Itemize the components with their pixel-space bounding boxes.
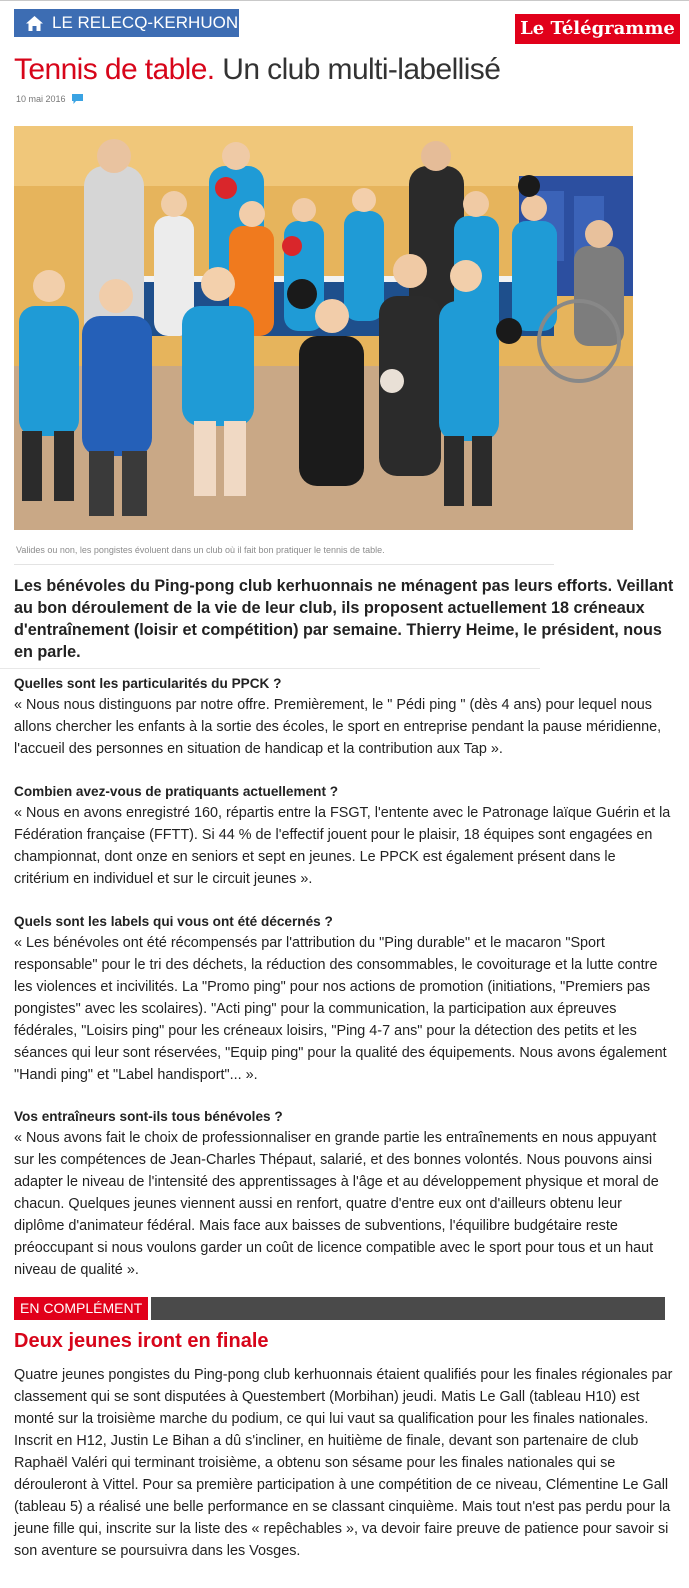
qa-answer: « Les bénévoles ont été récompensés par l'attribution du "Ping durable" et le macaron "Sport responsable" pour le tri des déchets, la réduction des consommables, le covoiturage et la lutte contre les violences et incivilités. La "Promo ping" pour nos actions de promotion (initiations, "Premiers pas pongistes" avec les scolaires). "Acti ping" pour la communication, la participation aux épreuves fédérales, "Loisirs ping" pour les créneaux loisirs, "Ping 4-7 ans" pour la détection des petits et les séances qui leur sont réservées, "Equip ping" pour la qualité des équipements. Nous avons également "Handi ping" et "Label handisport"... ». [14, 935, 667, 1083]
lead-divider [0, 668, 540, 669]
qa-block-2 [14, 782, 674, 890]
complement-body: Quatre jeunes pongistes du Ping-pong club kerhuonnais étaient qualifiés pour les finales régionales par classement qui se sont disputées à Questembert (Morbihan) jeudi. Matis Le Gall (tableau H10) est monté sur la troisième marche du podium, ce qui lui vaut sa qualification pour les finales nationales. Inscrit en H12, Justin Le Bihan a dû s'incliner, en huitième de finale, devant son partenaire de club Raphaël Valéri qui terminant troisième, a obtenu son sésame pour les finales nationales qui se dérouleront à Vittel. Pour sa première participation à une compétition de ce niveau, Clémentine Le Gall (tableau 5) a réalisé une belle performance en se classant cinquième. Mais tout n'est pas perdu pour la jeune fille qui, inscrite sur la liste des « repêchables », va devoir faire preuve de patience pour savoir si son aventure se poursuivra dans les Vosges. [14, 1367, 673, 1559]
complement-bar-fill [151, 1297, 665, 1320]
qa-block-1 [14, 674, 674, 760]
complement-bar [14, 1297, 665, 1320]
caption-divider [14, 564, 554, 565]
qa-question: Combien avez-vous de pratiquants actuellement ? [14, 784, 339, 799]
article-meta [16, 94, 83, 104]
location-link[interactable] [14, 9, 239, 37]
article-lead: Les bénévoles du Ping-pong club kerhuonnais ne ménagent pas leurs efforts. Veillant au bon déroulement de la vie de leur club, ils proposent actuellement 18 créneaux d'entraînement (loisir et compétition) par semaine. Thierry Heime, le président, nous en parle. [14, 577, 674, 661]
publish-date: 10 mai 2016 [16, 94, 66, 104]
top-border [0, 0, 689, 6]
headline-title: Un club multi-labellisé [222, 53, 501, 86]
qa-block-4 [14, 1107, 674, 1281]
headline-kicker: Tennis de table. [14, 53, 215, 86]
article-photo [14, 126, 633, 530]
qa-question: Quelles sont les particularités du PPCK ? [14, 676, 282, 691]
qa-answer: « Nous nous distinguons par notre offre. Premièrement, le " Pédi ping " (dès 4 ans) pour lequel nous allons chercher les enfants à la sortie des écoles, le sport en entreprise pendant la pause méridienne, l'accueil des personnes en situation de handicap et la contribution aux Tap ». [14, 697, 662, 757]
article-headline [14, 53, 500, 87]
complement-title: Deux jeunes iront en finale [14, 1330, 269, 1352]
team-photo-illustration [14, 126, 633, 530]
comment-bubble-icon[interactable] [72, 94, 83, 104]
qa-answer: « Nous avons fait le choix de professionnaliser en grande partie les entraînements en nous appuyant sur les compétences de Jean-Charles Thépaut, salarié, et des bonnes volontés. Nous pouvons ainsi adapter le niveau de l'intensité des apprentissages à l'âge et au développement physique et moral de chacun. Quelques jeunes viennent aussi en renfort, quatre d'entre eux ont d'ailleurs obtenu leur diplôme d'animateur fédéral. Mais face aux baisses de subventions, l'équilibre budgétaire reste préoccupant si nous voulons garder un coût de licence compatible avec le sport pour tous et un haut niveau de qualité ». [14, 1130, 659, 1278]
location-label: LE RELECQ-KERHUON [52, 13, 239, 32]
brand-logo[interactable]: Le Télégramme [515, 14, 680, 44]
qa-block-3 [14, 912, 674, 1086]
qa-question: Quels sont les labels qui vous ont été décernés ? [14, 914, 333, 929]
home-icon [26, 16, 43, 31]
complement-label: EN COMPLÉMENT [14, 1297, 148, 1320]
photo-caption: Valides ou non, les pongistes évoluent dans un club où il fait bon pratiquer le tennis de table. [16, 545, 385, 555]
qa-answer: « Nous en avons enregistré 160, répartis entre la FSGT, l'entente avec le Patronage laïque Guérin et la Fédération française (FFTT). Si 44 % de l'effectif jouent pour le plaisir, 18 équipes sont engagées en championnat, dont onze en seniors et sept en jeunes. Le PPCK est également présent dans le critérium en individuel et sur le circuit jeunes ». [14, 805, 671, 887]
qa-question: Vos entraîneurs sont-ils tous bénévoles ? [14, 1109, 283, 1124]
